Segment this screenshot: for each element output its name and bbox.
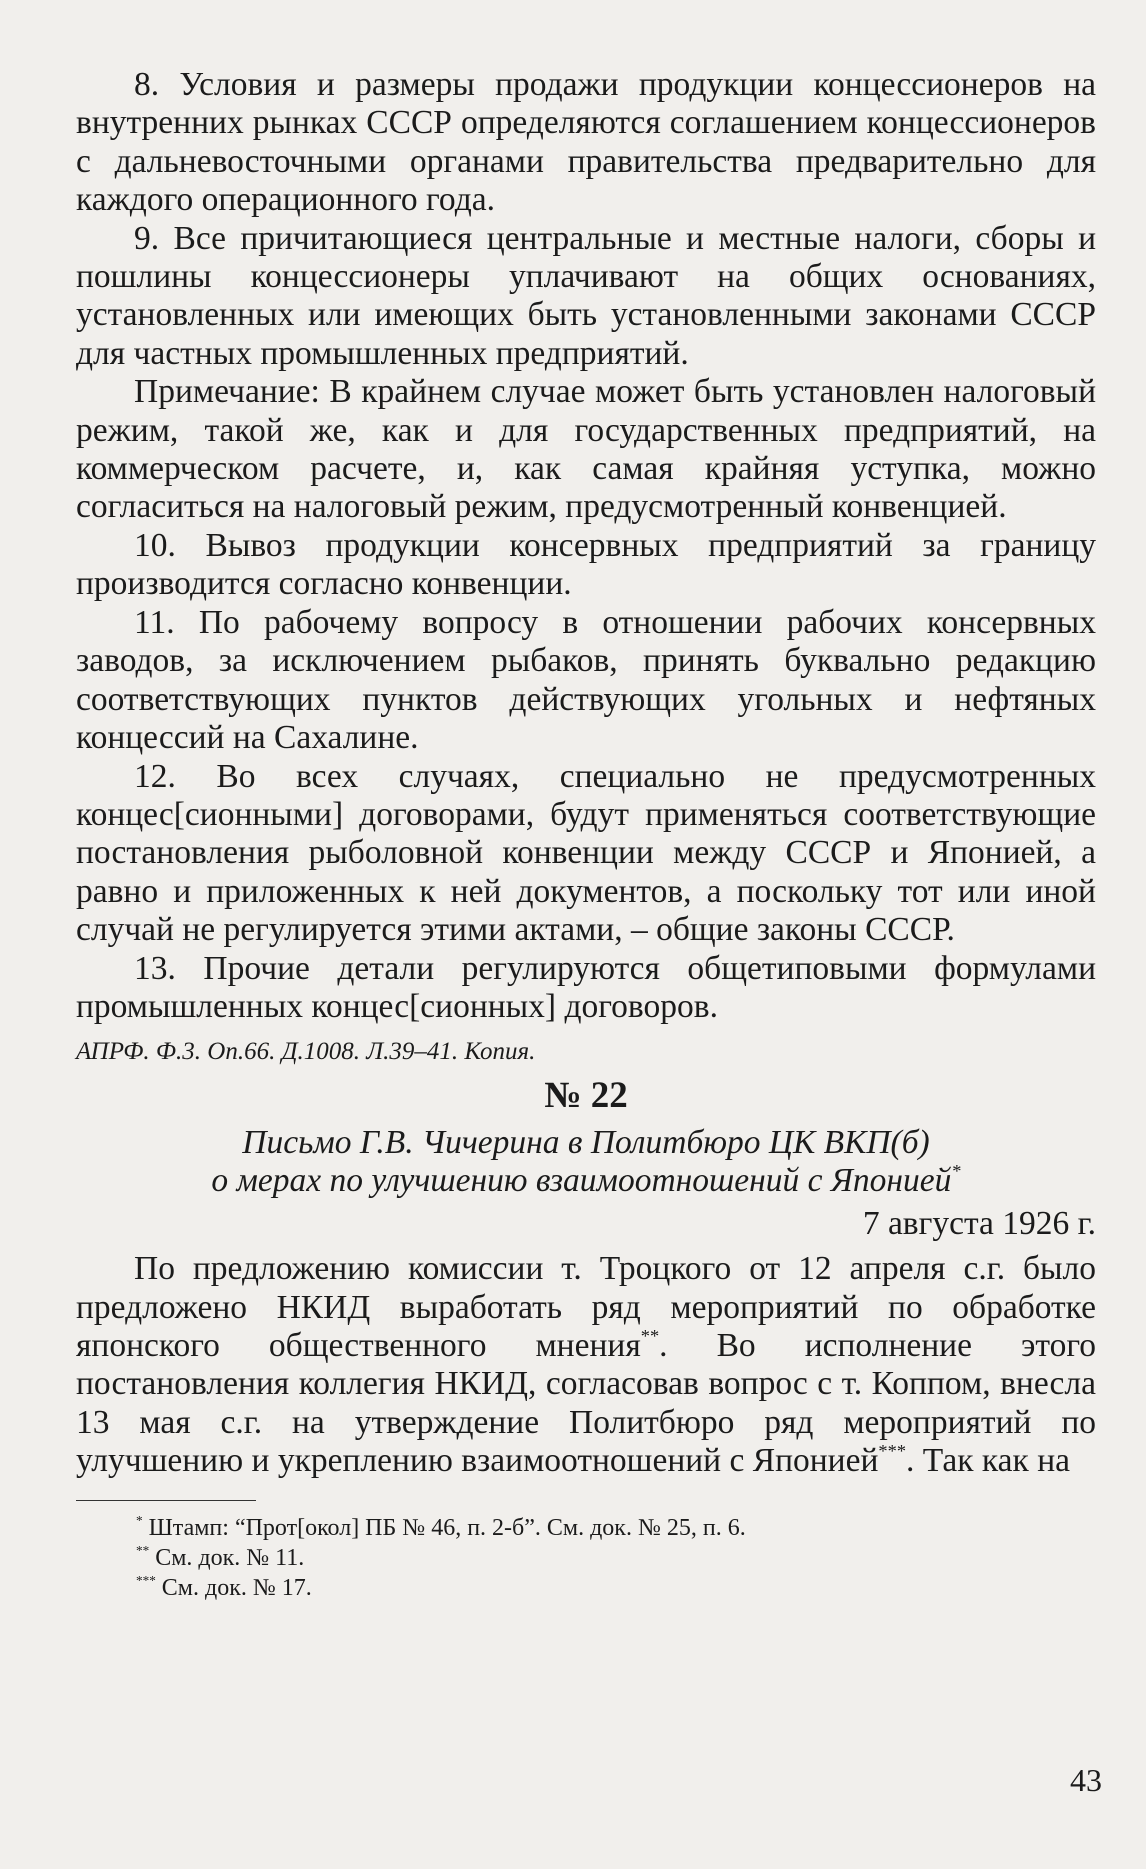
paragraph-note: Примечание: В крайнем случае может быть установлен налоговый режим, такой же, как и для государственных предприятий, на коммерческом расчете, и, как самая крайняя уступка, можно согласиться на налоговый режим, предусмотренный конвенцией. xyxy=(76,373,1096,526)
archive-source: АПРФ. Ф.3. Оп.66. Д.1008. Л.39–41. Копия. xyxy=(76,1038,536,1066)
footnote-mark: *** xyxy=(136,1573,156,1589)
paragraph-9: 9. Все причитающиеся центральные и местные налоги, сборы и пошлины концессионеры уплачивают на общих основаниях, установленных или имеющих быть установленными законами СССР для частных промышленных предприятий. xyxy=(76,219,1096,372)
footnote-divider xyxy=(76,1500,256,1501)
footnote-text: См. док. № 11. xyxy=(149,1545,305,1572)
footnote-text: Штамп: “Прот[окол] ПБ № 46, п. 2-б”. См. док. № 25, п. 6. xyxy=(142,1515,746,1542)
letter-paragraph xyxy=(76,1250,1096,1480)
document-date: 7 августа 1926 г. xyxy=(862,1205,1096,1243)
paragraph-8: 8. Условия и размеры продажи продукции концессионеров на внутренних рынках СССР определяются соглашением концессионеров с дальневосточными органами правительства предварительно для каждого операционного года. xyxy=(76,66,1096,218)
document-title-line-2-text: о мерах по улучшению взаимоотношений с Японией xyxy=(211,1162,952,1200)
paragraph-12: 12. Во всех случаях, специально не предусмотренных концес[сионными] договорами, будут применяться соответствующие постановления рыболовной конвенции между СССР и Японией, а равно и приложенных к ней документов, а поскольку тот или иной случай не регулируется этими актами, – общие законы СССР. xyxy=(76,757,1096,949)
letter-text-2: . Во исполнение этого постановления коллегия НКИД, согласовав вопрос с т. Коппом, внесла 13 мая с.г. на утверждение Политбюро ряд мероприятий по улучшению и укреплению взаимоотношений с Японией xyxy=(76,1327,1096,1479)
page-number: 43 xyxy=(1070,1762,1102,1798)
paragraph-13: 13. Прочие детали регулируются общетиповыми формулами промышленных концес[сионных] договоров. xyxy=(76,949,1096,1026)
paragraph-10: 10. Вывоз продукции консервных предприятий за границу производится согласно конвенции. xyxy=(76,527,1096,603)
paragraph-11: 11. По рабочему вопросу в отношении рабочих консервных заводов, за исключением рыбаков, принять буквально редакцию соответствующих пунктов действующих угольных и нефтяных концессий на Сахалине. xyxy=(76,604,1096,757)
footnote-1 xyxy=(136,1513,1096,1543)
footnote-2 xyxy=(136,1543,1096,1573)
footnote-mark: * xyxy=(136,1513,143,1529)
document-number: № 22 xyxy=(544,1075,628,1117)
footnote-mark: * xyxy=(951,1161,961,1182)
footnote-mark: ** xyxy=(640,1326,660,1347)
letter-text-1: По предложению комиссии т. Троцкого от 12 апреля с.г. было предложено НКИД выработать ряд мероприятий по обработке японского общественного мнения xyxy=(76,1250,1096,1365)
letter-text-3: . Так как на xyxy=(906,1441,1070,1479)
document-title-line-1: Письмо Г.В. Чичерина в Политбюро ЦК ВКП(б) xyxy=(242,1124,930,1162)
document-page xyxy=(76,66,1096,1603)
footnote-mark: ** xyxy=(136,1543,150,1559)
document-title-line-2 xyxy=(76,1162,1096,1200)
footnote-text: См. док. № 17. xyxy=(155,1575,312,1602)
footnote-3 xyxy=(136,1573,1096,1603)
footnote-mark: *** xyxy=(878,1441,907,1462)
